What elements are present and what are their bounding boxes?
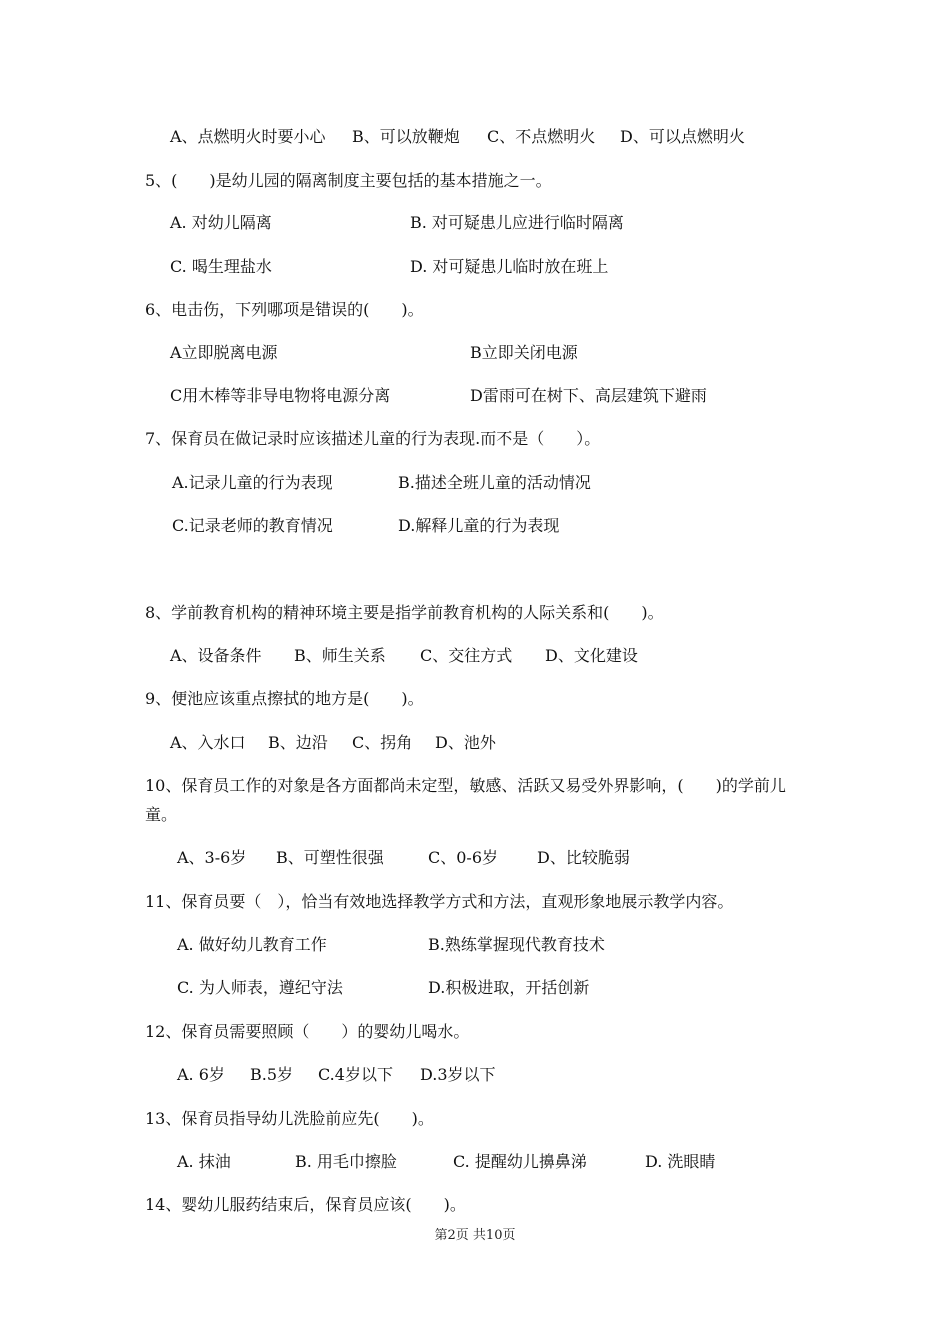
question-12-stem: 12、保育员需要照顾（ ）的婴幼儿喝水。 xyxy=(145,1022,470,1041)
option-a: A、设备条件 xyxy=(170,646,262,665)
option-a: A、入水口 xyxy=(170,733,246,752)
question-10-stem: 10、保育员工作的对象是各方面都尚未定型，敏感、活跃又易受外界影响，( )的学前儿 xyxy=(145,776,786,795)
option-c: C. 为人师表，遵纪守法 xyxy=(177,978,343,997)
option-d: D、池外 xyxy=(435,733,496,752)
question-11-options-row-1 xyxy=(0,934,950,956)
option-d: D、文化建设 xyxy=(545,646,638,665)
question-6-options-row-1 xyxy=(0,342,950,364)
option-b: B立即关闭电源 xyxy=(470,343,578,362)
question-12-options xyxy=(0,1064,950,1086)
option-b: B.熟练掌握现代教育技术 xyxy=(428,935,605,954)
option-d: D.积极进取，开括创新 xyxy=(428,978,590,997)
option-d: D雷雨可在树下、高层建筑下避雨 xyxy=(470,386,707,405)
option-a: A. 6岁 xyxy=(177,1065,225,1084)
question-8-stem: 8、学前教育机构的精神环境主要是指学前教育机构的人际关系和( )。 xyxy=(145,603,664,622)
question-11-options-row-2 xyxy=(0,977,950,999)
option-a: A. 做好幼儿教育工作 xyxy=(177,935,327,954)
option-d: D. 对可疑患儿临时放在班上 xyxy=(410,257,609,276)
option-c: C、0-6岁 xyxy=(428,848,499,867)
option-b: B. 用毛巾擦脸 xyxy=(295,1152,397,1171)
option-b: B.描述全班儿童的活动情况 xyxy=(398,473,591,492)
question-8-options xyxy=(0,645,950,667)
question-6-options-row-2 xyxy=(0,385,950,407)
option-b: B、边沿 xyxy=(268,733,328,752)
question-6-stem: 6、电击伤，下列哪项是错误的( )。 xyxy=(145,300,424,319)
option-b: B.5岁 xyxy=(250,1065,294,1084)
option-a: A、3-6岁 xyxy=(177,848,247,867)
option-c: C. 喝生理盐水 xyxy=(170,257,272,276)
option-b: B. 对可疑患儿应进行临时隔离 xyxy=(410,213,624,232)
question-5-options-row-2 xyxy=(0,256,950,278)
option-a: A.记录儿童的行为表现 xyxy=(172,473,333,492)
option-d: D.3岁以下 xyxy=(420,1065,496,1084)
question-10-stem-continued: 童。 xyxy=(145,805,178,824)
option-c: C、不点燃明火 xyxy=(487,127,596,146)
question-11-stem: 11、保育员要（ ），恰当有效地选择教学方式和方法，直观形象地展示教学内容。 xyxy=(145,892,734,911)
question-5-stem: 5、( )是幼儿园的隔离制度主要包括的基本措施之一。 xyxy=(145,171,552,190)
question-14-stem: 14、婴幼儿服药结束后，保育员应该( )。 xyxy=(145,1195,466,1214)
option-c: C、拐角 xyxy=(352,733,413,752)
option-c: C.4岁以下 xyxy=(318,1065,393,1084)
option-c: C用木棒等非导电物将电源分离 xyxy=(170,386,391,405)
option-c: C、交往方式 xyxy=(420,646,513,665)
option-b: B、师生关系 xyxy=(294,646,386,665)
question-7-options-row-1 xyxy=(0,472,950,494)
option-b: B、可以放鞭炮 xyxy=(352,127,460,146)
option-c: C.记录老师的教育情况 xyxy=(172,516,333,535)
option-a: A. 对幼儿隔离 xyxy=(170,213,272,232)
question-9-options xyxy=(0,732,950,754)
question-7-stem: 7、保育员在做记录时应该描述儿童的行为表现.而不是（ ）。 xyxy=(145,429,601,448)
option-d: D、比较脆弱 xyxy=(537,848,630,867)
question-5-options-row-1 xyxy=(0,212,950,234)
question-13-options xyxy=(0,1151,950,1173)
question-9-stem: 9、便池应该重点擦拭的地方是( )。 xyxy=(145,689,424,708)
question-4-options xyxy=(0,126,950,148)
option-a: A、点燃明火时要小心 xyxy=(170,127,326,146)
option-d: D、可以点燃明火 xyxy=(620,127,745,146)
question-7-options-row-2 xyxy=(0,515,950,537)
option-d: D. 洗眼睛 xyxy=(645,1152,716,1171)
option-d: D.解释儿童的行为表现 xyxy=(398,516,560,535)
option-a: A. 抹油 xyxy=(177,1152,231,1171)
option-b: B、可塑性很强 xyxy=(276,848,384,867)
option-c: C. 提醒幼儿擤鼻涕 xyxy=(453,1152,587,1171)
option-a: A立即脱离电源 xyxy=(170,343,278,362)
page-number-footer: 第2页 共10页 xyxy=(434,1228,516,1243)
question-13-stem: 13、保育员指导幼儿洗脸前应先( )。 xyxy=(145,1109,434,1128)
question-10-options xyxy=(0,847,950,869)
